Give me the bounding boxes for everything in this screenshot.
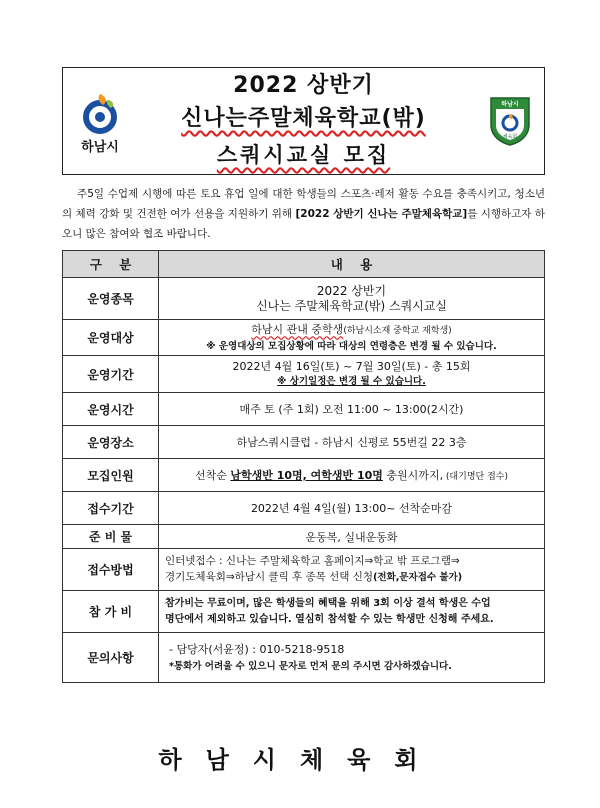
hanam-sports-council-emblem (488, 95, 532, 147)
row-label: 모집인원 (63, 459, 159, 492)
row-content: 선착순 남학생반 10명, 여학생반 10명 충원시까지, (대기명단 접수) (159, 459, 545, 492)
title-program: 신나는주말체육학교(밖) (181, 106, 426, 131)
row-line: 2022 상반기 (316, 283, 387, 298)
emblem-text-bottom: 체육회 (502, 134, 518, 140)
emblem-text-top: 하남시 (501, 101, 519, 108)
row-content: 운동복, 실내운동화 (159, 525, 545, 549)
row-label: 준 비 물 (63, 525, 159, 549)
row-content (159, 633, 545, 683)
row-note: ※ 운영대상의 모집상황에 따라 대상의 연령층은 변경 될 수 있습니다. (206, 340, 497, 352)
row-label: 운영장소 (63, 426, 159, 459)
row-label: 접수방법 (63, 549, 159, 591)
row-line: *통화가 어려울 수 있으니 문자로 먼저 문의 주시면 감사하겠습니다. (169, 660, 452, 672)
row-content (159, 591, 545, 633)
table-row (63, 459, 545, 492)
row-line: 참가비는 무료이며, 많은 학생들의 혜택을 위해 3회 이상 결석 학생은 수업 (165, 597, 491, 609)
row-content: 2022년 4월 4일(월) 13:00~ 선착순마감 (159, 492, 545, 525)
table-row (63, 492, 545, 525)
title-year: 2022 상반기 (233, 73, 374, 98)
row-line: 하남시 관내 중학생(하남시소재 중학교 재학생) (251, 322, 452, 336)
row-label: 운영대상 (63, 320, 159, 356)
table-row (63, 633, 545, 683)
table-row (63, 591, 545, 633)
row-label: 문의사항 (63, 633, 159, 683)
footer-organization: 하남시체육회 (158, 746, 442, 774)
header-category: 구 분 (63, 251, 159, 278)
row-line: - 담당자(서윤정) : 010-5218-9518 (169, 642, 345, 656)
row-content: 하남스쿼시클럽 - 하남시 신평로 55번길 22 3층 (159, 426, 545, 459)
row-note: ※ 상기일정은 변경 될 수 있습니다. (277, 376, 426, 387)
table-row (63, 356, 545, 393)
row-label: 접수기간 (63, 492, 159, 525)
table-row (63, 278, 545, 320)
row-line: 경기도체육회⇒하남시 클릭 후 종목 선택 신청(전화,문자접수 불가) (165, 571, 463, 583)
row-line: 인터넷접수 : 신나는 주말체육학교 홈페이지⇒학교 밖 프로그램⇒ (165, 555, 460, 567)
intro-paragraph: 주5일 수업제 시행에 따른 토요 휴업 일에 대한 학생들의 스포츠·레저 활동 수요를 충족시키고, 청소년의 체력 강화 및 건전한 여가 선용을 지원하기 위해 [2022 상반기 신나는 주말체육학교]를 시행하고자 하오니 많은 참여와 협조 바랍니다. (62, 188, 545, 240)
table-row (63, 393, 545, 426)
table-row (63, 426, 545, 459)
table-row (63, 525, 545, 549)
title-recruit: 스쿼시교실 모집 (216, 143, 391, 167)
row-line: 2022년 4월 16일(토) ~ 7월 30일(토) - 총 15회 (232, 360, 471, 373)
row-content (159, 549, 545, 591)
row-label: 운영종목 (63, 278, 159, 320)
header-box (62, 67, 545, 175)
row-label: 운영기간 (63, 356, 159, 393)
row-content (159, 320, 545, 356)
table-header-row (63, 251, 545, 278)
hanam-city-logo-text: 하남시 (81, 140, 119, 155)
header-content: 내 용 (159, 251, 545, 278)
row-content (159, 278, 545, 320)
row-content (159, 356, 545, 393)
row-content: 매주 토 (주 1회) 오전 11:00 ~ 13:00(2시간) (159, 393, 545, 426)
row-line: 명단에서 제외하고 있습니다. 열심히 참석할 수 있는 학생만 신청해 주세요. (165, 613, 494, 625)
row-line: 신나는 주말체육학교(밖) 스쿼시교실 (256, 298, 447, 313)
table-row (63, 320, 545, 356)
program-info-table (62, 250, 545, 683)
row-label: 참 가 비 (63, 591, 159, 633)
table-row (63, 549, 545, 591)
row-label: 운영시간 (63, 393, 159, 426)
